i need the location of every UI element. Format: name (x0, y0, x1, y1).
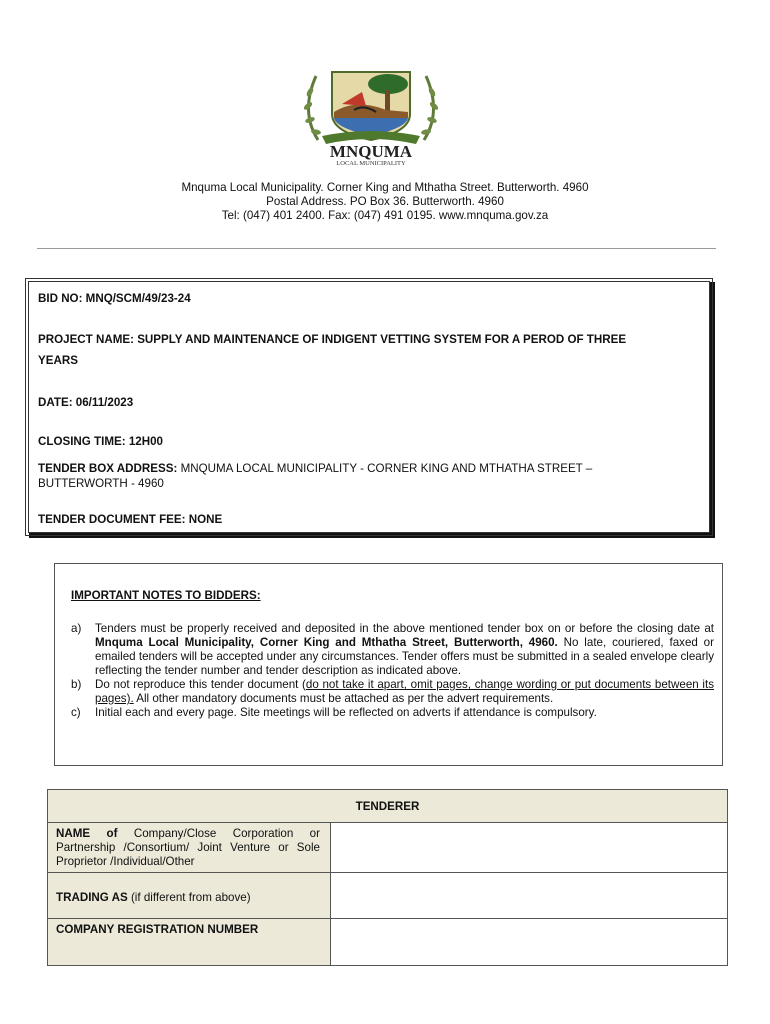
municipality-address (60, 181, 710, 223)
note-b-text-1: Do not reproduce this tender document ( (95, 678, 306, 691)
note-b (71, 678, 714, 706)
company-name-field[interactable] (331, 823, 728, 873)
notes-list (71, 622, 714, 720)
note-c-text: Initial each and every page. Site meetings will be reflected on adverts if attendance is compulsory. (95, 706, 597, 719)
logo-name-text: MNQUMA (329, 142, 413, 161)
bid-date: DATE: 06/11/2023 (38, 396, 134, 409)
important-notes-box (54, 563, 723, 766)
header-divider (37, 248, 716, 249)
note-a-marker: a) (71, 622, 82, 635)
note-c-marker: c) (71, 706, 81, 719)
company-registration-label-bold: COMPANY REGISTRATION NUMBER (56, 923, 259, 936)
note-c (71, 706, 714, 720)
bid-info-box (28, 281, 710, 533)
note-b-text-2: All other mandatory documents must be attached as per the advert requirements. (133, 692, 554, 705)
trading-as-label-text: (if different from above) (127, 890, 251, 904)
closing-time: CLOSING TIME: 12H00 (38, 435, 163, 448)
tender-box-label: TENDER BOX ADDRESS: (38, 462, 178, 475)
logo-subtitle-text: LOCAL MUNICIPALITY (336, 160, 406, 166)
tender-box-line-1: MNQUMA LOCAL MUNICIPALITY - CORNER KING AND MTHATHA STREET – (177, 462, 593, 475)
note-a (71, 622, 714, 678)
address-line-3: Tel: (047) 401 2400. Fax: (047) 491 0195. www.mnquma.gov.za (221, 209, 549, 222)
mnquma-logo (296, 62, 446, 166)
project-name-line-2: YEARS (38, 354, 78, 367)
company-name-label-text: Company/Close Corporation or Partnership /Consortium/ Joint Venture or Sole Proprietor /Individual/Other (56, 827, 320, 868)
note-b-underline: do not take it apart, omit pages, change wording or put documents between its pages). (95, 678, 714, 705)
tender-document-fee: TENDER DOCUMENT FEE: NONE (38, 513, 223, 526)
address-line-1: Mnquma Local Municipality. Corner King and Mthatha Street. Butterworth. 4960 (181, 181, 589, 194)
trading-as-label-bold: TRADING AS (56, 890, 128, 904)
project-name-line-1: PROJECT NAME: SUPPLY AND MAINTENANCE OF INDIGENT VETTING SYSTEM FOR A PEROD OF THREE (38, 333, 627, 346)
company-registration-field[interactable] (331, 919, 728, 966)
note-a-text-1: Tenders must be properly received and deposited in the above mentioned tender box on or before the closing date at (95, 622, 714, 635)
company-registration-label (48, 919, 331, 966)
address-line-2: Postal Address. PO Box 36. Butterworth. 4960 (266, 195, 504, 208)
notes-title: IMPORTANT NOTES TO BIDDERS: (71, 589, 261, 602)
note-b-marker: b) (71, 678, 82, 691)
note-a-bold: Mnquma Local Municipality, Corner King and Mthatha Street, Butterworth, 4960. (95, 636, 558, 649)
tenderer-table (47, 789, 728, 966)
note-a-text-2: No late, couriered, faxed or emailed tenders will be accepted under any circumstances. Tender offers must be submitted in a sealed envelope clearly reflecting the tender number and tender description as indicated above. (95, 636, 714, 677)
trading-as-field[interactable] (331, 873, 728, 919)
tender-box-address (38, 461, 699, 476)
tender-box-line-2: BUTTERWORTH - 4960 (38, 477, 164, 490)
company-name-label-bold: NAME of (56, 827, 118, 840)
bid-number: BID NO: MNQ/SCM/49/23-24 (38, 292, 191, 305)
trading-as-label (48, 873, 331, 919)
tenderer-header: TENDERER (48, 790, 728, 823)
company-name-label (48, 823, 331, 873)
